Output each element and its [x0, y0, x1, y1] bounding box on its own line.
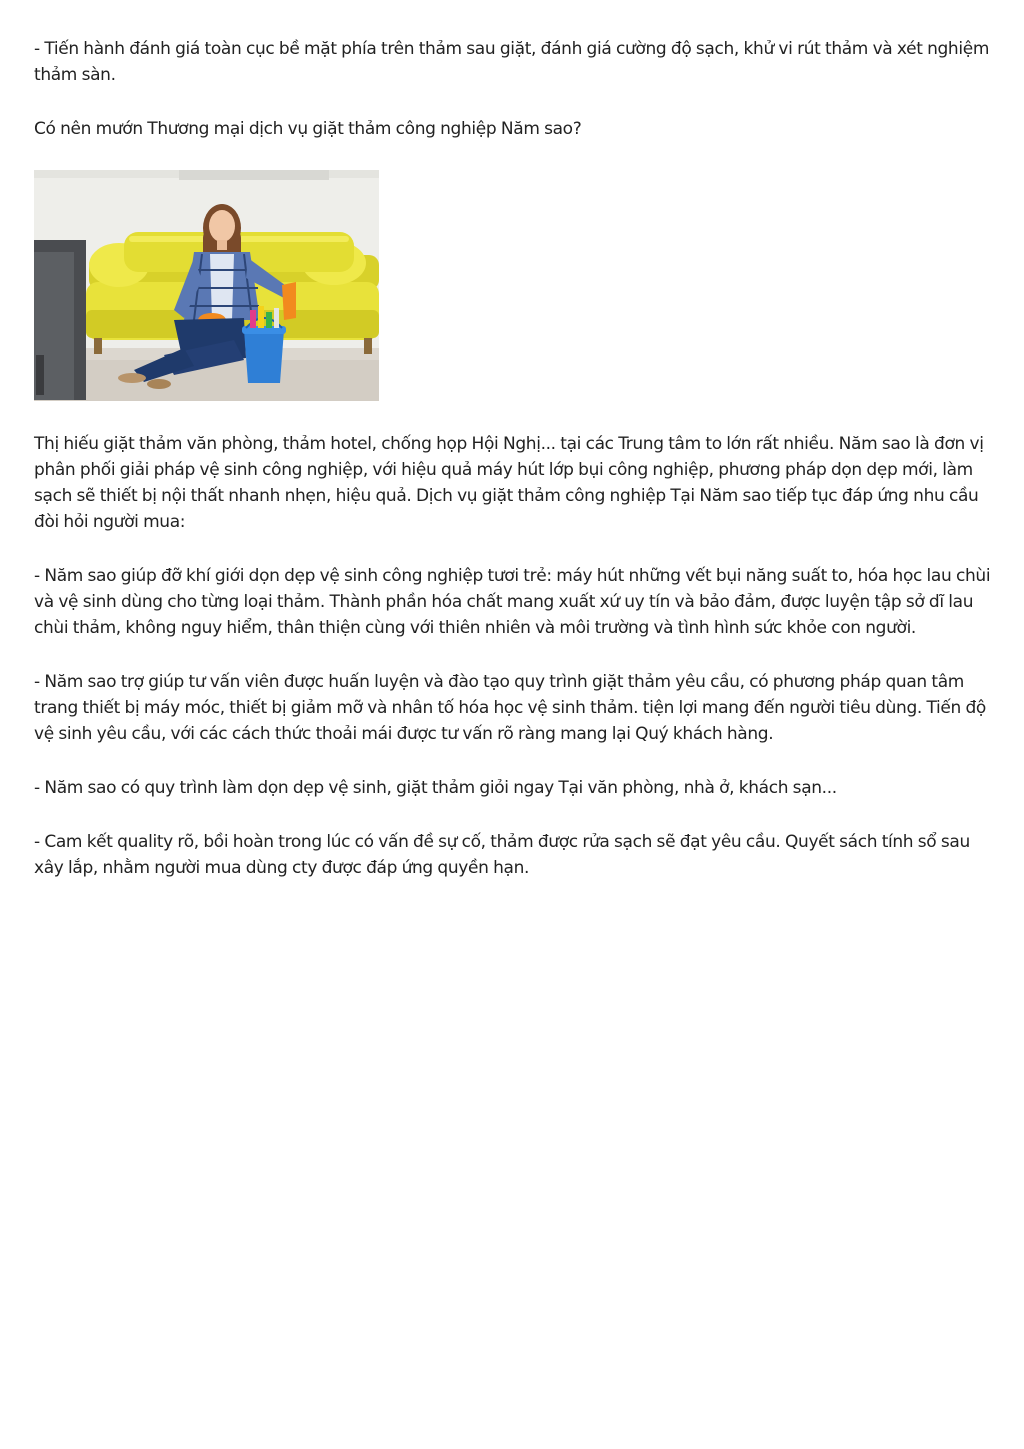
paragraph-inspection: - Tiến hành đánh giá toàn cục bề mặt phía trên thảm sau giặt, đánh giá cường độ sạch, khử vi rút thảm và xét nghiệm thảm sàn.: [34, 39, 990, 85]
paragraph-question: Có nên mướn Thương mại dịch vụ giặt thảm công nghiệp Năm sao?: [34, 119, 582, 139]
paragraph-overview: Thị hiếu giặt thảm văn phòng, thảm hotel, chống họp Hội Nghị... tại các Trung tâm to lớn rất nhiều. Năm sao là đơn vị phân phối giải pháp vệ sinh công nghiệp, với hiệu quả máy hút lớp bụi công nghiệp, phương pháp dọn dẹp mới, làm sạch sẽ thiết bị nội thất nhanh nhẹn, hiệu quả. Dịch vụ giặt thảm công nghiệp Tại Năm sao tiếp tục đáp ứng nhu cầu đòi hỏi người mua:: [34, 434, 984, 532]
document-page: [34, 36, 994, 881]
paragraph-consulting: - Năm sao trợ giúp tư vấn viên được huấn luyện và đào tạo quy trình giặt thảm yêu cầu, có phương pháp quan tâm trang thiết bị máy móc, thiết bị giảm mỡ và nhân tố hóa học vệ sinh thảm. tiện lợi mang đến người tiêu dùng. Tiến độ vệ sinh yêu cầu, với các cách thức thoải mái được tư vấn rõ ràng mang lại Quý khách hàng.: [34, 672, 986, 744]
paragraph-commitment: - Cam kết quality rõ, bồi hoàn trong lúc có vấn đề sự cố, thảm được rửa sạch sẽ đạt yêu cầu. Quyết sách tính sổ sau xây lắp, nhằm người mua dùng cty được đáp ứng quyền hạn.: [34, 832, 970, 878]
paragraph-equipment: - Năm sao giúp đỡ khí giới dọn dẹp vệ sinh công nghiệp tươi trẻ: máy hút những vết bụi năng suất to, hóa học lau chùi và vệ sinh dùng cho từng loại thảm. Thành phần hóa chất mang xuất xứ uy tín và bảo đảm, được luyện tập sở dĩ lau chùi thảm, không nguy hiểm, thân thiện cùng với thiên nhiên và môi trường và tình hình sức khỏe con người.: [34, 566, 991, 638]
photo-woman-cleaning-carpet: [34, 170, 379, 401]
paragraph-onsite: - Năm sao có quy trình làm dọn dẹp vệ sinh, giặt thảm giỏi ngay Tại văn phòng, nhà ở, khách sạn...: [34, 778, 837, 798]
